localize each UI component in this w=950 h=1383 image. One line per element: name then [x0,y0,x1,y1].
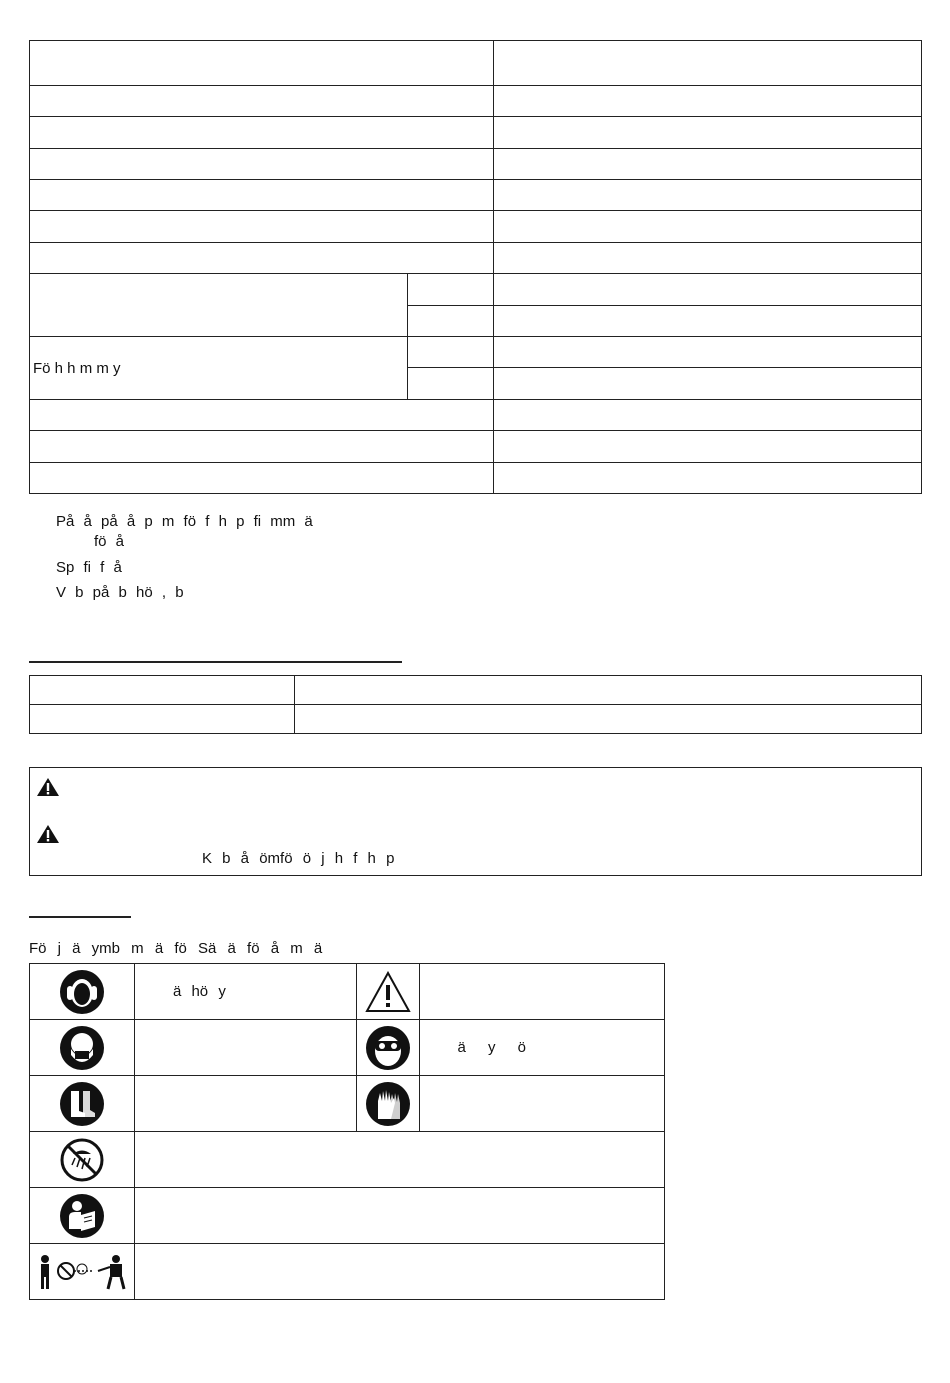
symbol-text [134,1188,664,1244]
symbol-cell [30,1244,135,1300]
spec-cell [494,306,922,337]
note-line: Sp fi f å [56,559,122,576]
symbol-text [134,1020,356,1076]
spec-cell [30,180,494,211]
spec-cell [494,41,922,86]
spec-cell [407,337,494,368]
spec-cell [494,243,922,274]
spec-cell [494,211,922,243]
spec-cell [407,306,494,337]
spec-cell [494,117,922,149]
symbol-cell [30,1020,135,1076]
warning-icon [36,777,60,797]
symbol-cell [356,964,420,1020]
symbol-cell [356,1076,420,1132]
symbol-cell [30,964,135,1020]
spec-cell [407,274,494,306]
spec-cell [30,41,494,86]
spec-cell [30,274,408,337]
symbols-heading-rule [29,916,131,918]
small-cell [294,676,921,705]
note-line: På å på å p m fö f h p fi mm ä [56,513,313,530]
spec-cell [494,274,922,306]
spec-cell [30,243,494,274]
symbol-text: ä hö y [134,964,356,1020]
spec-cell [494,431,922,463]
spec-cell [30,149,494,180]
spec-cell [494,149,922,180]
spec-cell [494,337,922,368]
symbol-cell [356,1020,420,1076]
spec-cell [494,463,922,494]
symbol-text [134,1076,356,1132]
safety-goggles-icon [365,1025,411,1071]
symbols-intro: Fö j ä ymb m ä fö Sä ä fö å m ä [29,940,323,957]
spec-cell [30,86,494,117]
spec-cell [407,368,494,400]
symbol-text [134,1244,664,1300]
spec-merged-label: Fö h h m m y [30,337,408,400]
small-cell [294,705,921,734]
small-cell [30,705,295,734]
dust-mask-icon [59,1025,105,1071]
no-rain-icon [59,1137,105,1183]
warning-triangle-icon [365,971,411,1013]
note-line: fö å [94,533,125,550]
spec-cell [494,86,922,117]
spec-cell [30,211,494,243]
gloves-icon [365,1081,411,1127]
symbol-text [420,1076,665,1132]
specification-table [29,40,922,494]
spec-cell [494,368,922,400]
section-rule [29,661,402,663]
spec-cell [494,400,922,431]
note-line: V b på b hö , b [56,584,184,601]
small-cell [30,676,295,705]
symbol-text [134,1132,664,1188]
symbols-table [29,963,665,1300]
ear-protection-icon [59,969,105,1015]
spec-cell [494,180,922,211]
warning-icon [36,824,60,844]
symbol-text: ä y ö [420,1020,665,1076]
warning-box [29,767,922,876]
keep-distance-icon [36,1253,128,1291]
spec-cell [30,117,494,149]
warning-text: K b å ömfö ö j h f h p [202,850,395,867]
safety-boots-icon [59,1081,105,1127]
symbol-cell [30,1132,135,1188]
symbol-text [420,964,665,1020]
symbol-cell [30,1188,135,1244]
spec-cell [30,431,494,463]
spec-cell [30,400,494,431]
symbol-cell [30,1076,135,1132]
small-table [29,675,922,734]
spec-cell [30,463,494,494]
read-manual-icon [59,1193,105,1239]
